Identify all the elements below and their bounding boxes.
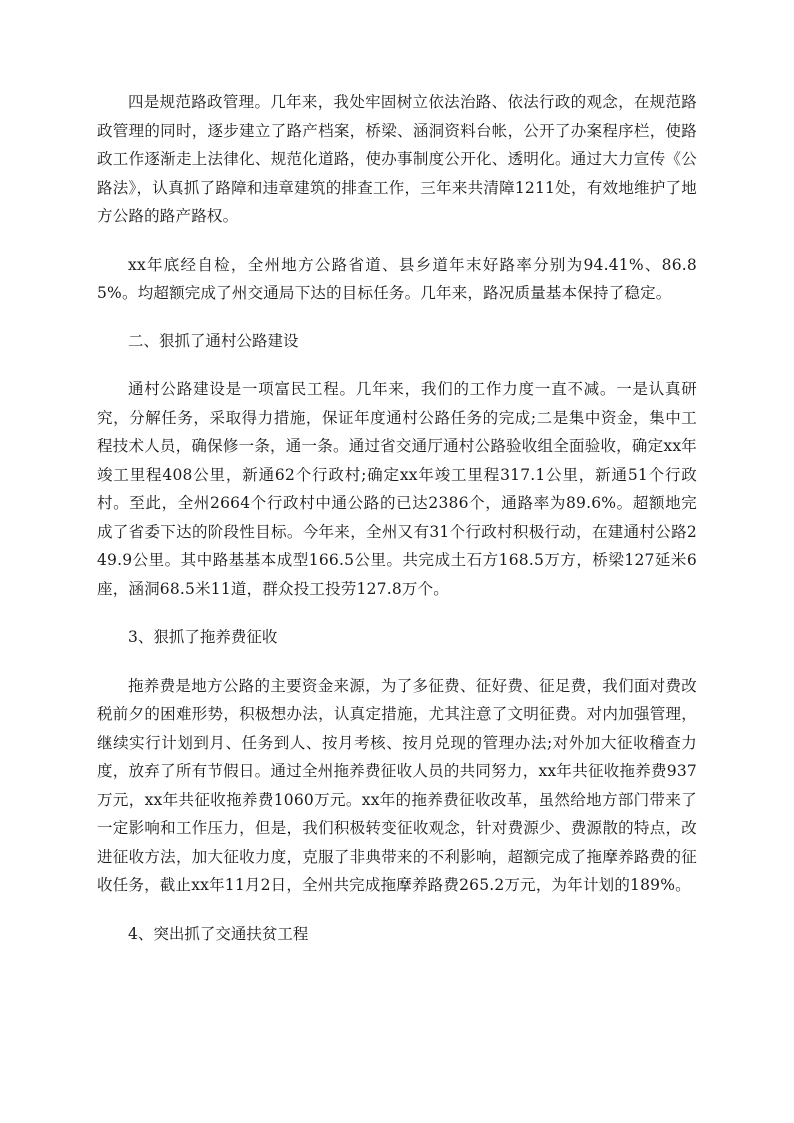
paragraph-road-administration: 四是规范路政管理。几年来，我处牢固树立依法治路、依法行政的观念，在规范路政管理的同时，逐步建立了路产档案，桥梁、涵洞资料台帐，公开了办案程序栏，使路政工作逐渐走上法律化、规范化道路，使办事制度公开化、透明化。通过大力宣传《公路法》，认真抓了路障和违章建筑的排查工作，三年来共清障1211处，有效地维护了地方公路的路产路权。 — [97, 93, 697, 225]
paragraph-fee-collection: 拖养费是地方公路的主要资金来源，为了多征费、征好费、征足费，我们面对费改税前夕的困难形势，积极想办法，认真定措施，尤其注意了文明征费。对内加强管理，继续实行计划到月、任务到人、按月考核、按月兑现的管理办法;对外加大征收稽查力度，放弃了所有节假日。通过全州拖养费征收人员的共同努力，xx年共征收拖养费937万元，xx年共征收拖养费1060万元。xx年的拖养费征收改革，虽然给地方部门带来了一定影响和工作压力，但是，我们积极转变征收观念，针对费源少、费源散的特点，改进征收方法，加大征收力度，克服了非典带来的不利影响，超额完成了拖摩养路费的征收任务，截止xx年11月2日，全州共完成拖摩养路费265.2万元，为年计划的189%。 — [97, 676, 697, 894]
section-heading-fee-collection: 3、狠抓了拖养费征收 — [128, 628, 278, 646]
paragraph-village-roads: 通村公路建设是一项富民工程。几年来，我们的工作力度一直不减。一是认真研究，分解任务，采取得力措施，保证年度通村公路任务的完成;二是集中资金，集中工程技术人员，确保修一条，通一条。通过省交通厅通村公路验收组全面验收，确定xx年竣工里程408公里，新通62个行政村;确定xx年竣工里程317.1公里，新通51个行政村。至此，全州2664个行政村中通公路的已达2386个，通路率为89.6%。超额地完成了省委下达的阶段性目标。今年来，全州又有31个行政村积极行动，在建通村公路249.9公里。其中路基基本成型166.5公里。共完成土石方168.5万方，桥梁127延米6座，涵洞68.5米11道，群众投工投劳127.8万个。 — [97, 380, 697, 598]
paragraph-road-quality: xx年底经自检，全州地方公路省道、县乡道年末好路率分别为94.41%、86.85%。均超额完成了州交通局下达的目标任务。几年来，路况质量基本保持了稳定。 — [97, 255, 697, 302]
section-heading-poverty-alleviation: 4、突出抓了交通扶贫工程 — [128, 924, 309, 943]
document-page — [97, 88, 697, 948]
section-heading-village-roads: 二、狠抓了通村公路建设 — [128, 331, 299, 350]
